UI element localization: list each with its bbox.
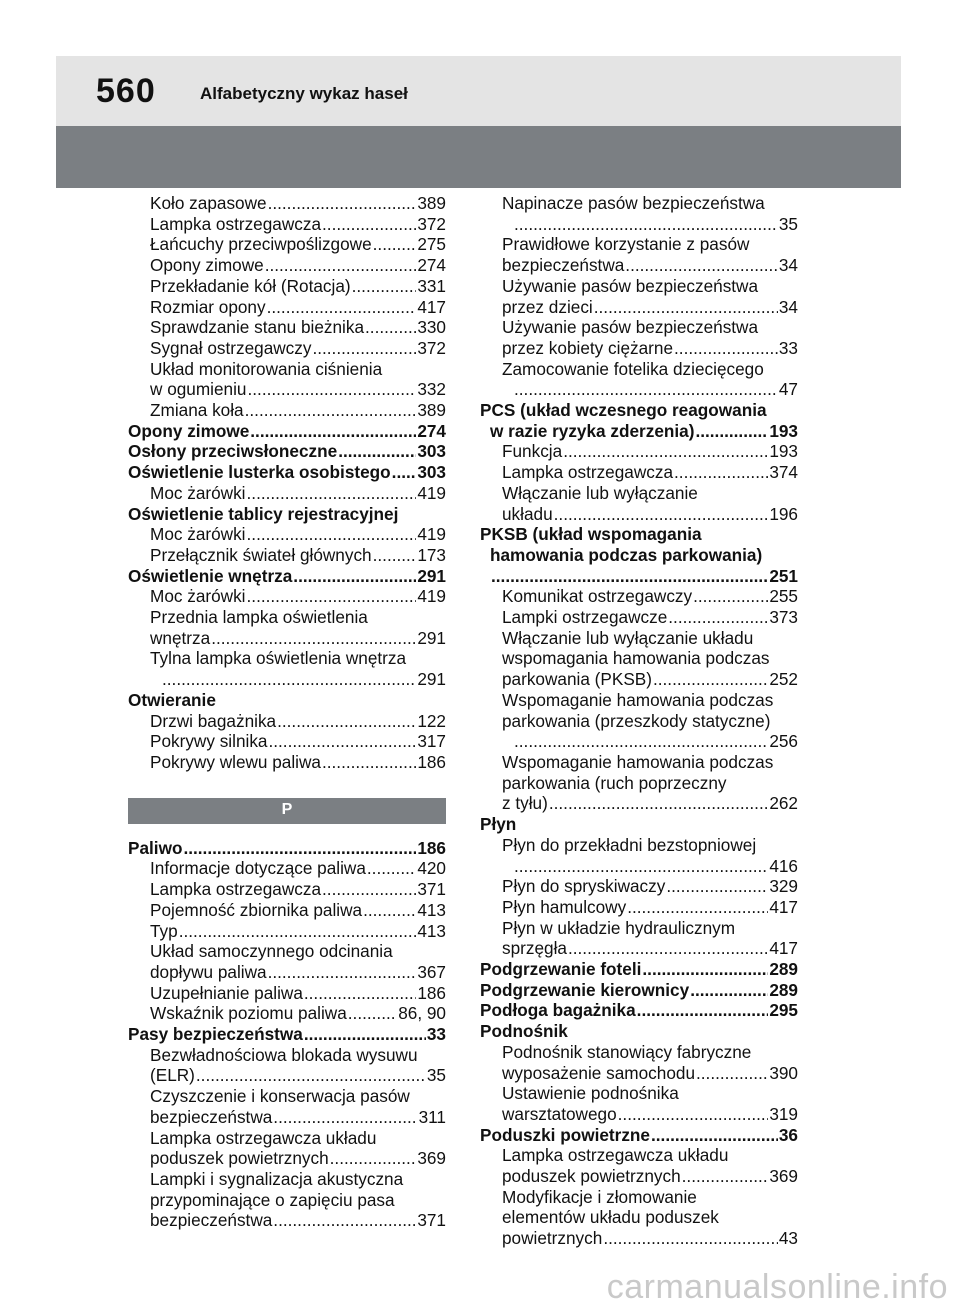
index-entry-line: Lampka ostrzegawcza układu xyxy=(150,1127,377,1148)
index-heading: Osłony przeciwsłoneczne ..... 303 xyxy=(128,441,446,462)
index-entry: Informacje dotyczące paliwa ..... 420 xyxy=(128,858,446,879)
index-entry: Opony zimowe ..... 274 xyxy=(128,255,446,276)
index-entry: (ELR) ..... 35 xyxy=(128,1065,446,1086)
index-entry-line: Włączanie lub wyłączanie xyxy=(502,482,698,503)
index-entry-line: elementów układu poduszek xyxy=(502,1207,719,1228)
index-entry: Płyn hamulcowy ..... 417 xyxy=(480,897,798,918)
index-entry: Moc żarówki ..... 419 xyxy=(128,524,446,545)
index-entry: powietrznych ..... 43 xyxy=(480,1228,798,1249)
index-entry: dopływu paliwa ..... 367 xyxy=(128,962,446,983)
watermark: carmanualsonline.info xyxy=(606,1268,948,1306)
index-entry: Lampka ostrzegawcza ..... 371 xyxy=(128,879,446,900)
index-entry: Funkcja ..... 193 xyxy=(480,441,798,462)
index-entry-line: Płyn do przekładni bezstopniowej xyxy=(502,834,757,855)
index-entry-line: parkowania (przeszkody statyczne) xyxy=(502,710,771,731)
index-entry: ..... 47 xyxy=(480,379,798,400)
index-entry: Lampka ostrzegawcza ..... 374 xyxy=(480,462,798,483)
index-entry-line: przypominające o zapięciu pasa xyxy=(150,1189,395,1210)
index-entry: parkowania (PKSB) ..... 252 xyxy=(480,669,798,690)
index-entry: Płyn do spryskiwaczy ..... 329 xyxy=(480,876,798,897)
index-entry-line: Prawidłowe korzystanie z pasów xyxy=(502,234,750,255)
index-entry: Sprawdzanie stanu bieżnika ..... 330 xyxy=(128,317,446,338)
index-entry: ..... 416 xyxy=(480,856,798,877)
index-entry: poduszek powietrznych ..... 369 xyxy=(480,1166,798,1187)
index-heading: Oświetlenie wnętrza ..... 291 xyxy=(128,566,446,587)
index-heading: Pasy bezpieczeństwa ..... 33 xyxy=(128,1024,446,1045)
index-entry: Przekładanie kół (Rotacja) ..... 331 xyxy=(128,276,446,297)
index-entry: Koło zapasowe ..... 389 xyxy=(128,193,446,214)
index-entry-line: Układ monitorowania ciśnienia xyxy=(150,358,383,379)
index-entry: Przełącznik świateł głównych ..... 173 xyxy=(128,545,446,566)
index-entry: Pojemność zbiornika paliwa ..... 413 xyxy=(128,900,446,921)
index-entry: poduszek powietrznych ..... 369 xyxy=(128,1148,446,1169)
index-entry-line: Podnośnik stanowiący fabryczne xyxy=(502,1041,752,1062)
index-entry: warsztatowego ..... 319 xyxy=(480,1104,798,1125)
index-entry: ..... 256 xyxy=(480,731,798,752)
index-entry-line: wspomagania hamowania podczas xyxy=(502,648,770,669)
index-entry-line: Napinacze pasów bezpieczeństwa xyxy=(502,193,765,213)
index-entry-line: Bezwładnościowa blokada wysuwu xyxy=(150,1044,418,1065)
index-entry: bezpieczeństwa ..... 311 xyxy=(128,1107,446,1128)
index-column-right xyxy=(480,193,798,1249)
index-entry-line: Zamocowanie fotelika dziecięcego xyxy=(502,358,764,379)
index-entry: Drzwi bagażnika ..... 122 xyxy=(128,711,446,732)
index-entry: z tyłu) ..... 262 xyxy=(480,793,798,814)
index-entry: bezpieczeństwa ..... 34 xyxy=(480,255,798,276)
index-entry: Uzupełnianie paliwa ..... 186 xyxy=(128,983,446,1004)
index-entry: sprzęgła ..... 417 xyxy=(480,938,798,959)
page-title: Alfabetyczny wykaz haseł xyxy=(200,84,408,103)
index-heading: Poduszki powietrzne ..... 36 xyxy=(480,1125,798,1146)
index-entry-line: parkowania (ruch poprzeczny xyxy=(502,772,727,793)
index-entry: Pokrywy wlewu paliwa ..... 186 xyxy=(128,752,446,773)
index-heading: hamowania podczas parkowania) xyxy=(490,544,763,565)
index-entry-line: Lampki i sygnalizacja akustyczna xyxy=(150,1168,404,1189)
index-entry-line: Ustawienie podnośnika xyxy=(502,1083,679,1104)
index-entry: Typ ..... 413 xyxy=(128,921,446,942)
index-entry-line: Włączanie lub wyłączanie układu xyxy=(502,627,754,648)
index-entry-line: Przednia lampka oświetlenia xyxy=(150,607,368,628)
index-entry: ..... 291 xyxy=(128,669,446,690)
index-entry-line: Czyszczenie i konserwacja pasów xyxy=(150,1086,410,1107)
index-entry: Sygnał ostrzegawczy ..... 372 xyxy=(128,338,446,359)
index-heading: Podłoga bagażnika ..... 295 xyxy=(480,1000,798,1021)
index-entry: w ogumieniu ..... 332 xyxy=(128,379,446,400)
index-entry: Moc żarówki ..... 419 xyxy=(128,483,446,504)
index-entry: przez dzieci ..... 34 xyxy=(480,297,798,318)
index-entry-line: Układ samoczynnego odcinania xyxy=(150,941,393,962)
index-heading: Oświetlenie tablicy rejestracyjnej xyxy=(128,503,399,524)
index-entry: wnętrza ..... 291 xyxy=(128,628,446,649)
index-heading: Opony zimowe ..... 274 xyxy=(128,421,446,442)
index-entry: bezpieczeństwa ..... 371 xyxy=(128,1210,446,1231)
index-entry: Komunikat ostrzegawczy ..... 255 xyxy=(480,586,798,607)
index-entry: Wskaźnik poziomu paliwa ..... 86, 90 xyxy=(128,1003,446,1024)
index-heading: Płyn xyxy=(480,814,517,835)
index-heading: PKSB (układ wspomagania xyxy=(480,524,702,545)
index-entry-line: Tylna lampka oświetlenia wnętrza xyxy=(150,648,407,669)
index-entry: Pokrywy silnika ..... 317 xyxy=(128,731,446,752)
index-heading: Otwieranie xyxy=(128,689,216,710)
index-heading: w razie ryzyka zderzenia) ..... 193 xyxy=(480,421,798,442)
index-entry: Lampki ostrzegawcze ..... 373 xyxy=(480,607,798,628)
header-band xyxy=(56,126,901,188)
index-heading: Oświetlenie lusterka osobistego ..... 303 xyxy=(128,462,446,483)
index-heading: PCS (układ wczesnego reagowania xyxy=(480,400,767,421)
index-entry: układu ..... 196 xyxy=(480,504,798,525)
index-entry-line: Używanie pasów bezpieczeństwa xyxy=(502,275,759,296)
section-letter-band: P xyxy=(128,798,446,824)
index-entry-line: Używanie pasów bezpieczeństwa xyxy=(502,317,759,338)
index-entry-line: Modyfikacje i złomowanie xyxy=(502,1186,697,1207)
index-entry-line: Wspomaganie hamowania podczas xyxy=(502,751,774,772)
page-number: 560 xyxy=(96,72,156,110)
index-entry-line: Lampka ostrzegawcza układu xyxy=(502,1145,729,1166)
index-entry: Zmiana koła ..... 389 xyxy=(128,400,446,421)
index-entry: Rozmiar opony ..... 417 xyxy=(128,297,446,318)
index-heading: Podgrzewanie kierownicy ..... 289 xyxy=(480,980,798,1001)
index-entry-line: Płyn w układzie hydraulicznym xyxy=(502,917,736,938)
index-heading: ..... 251 xyxy=(480,566,798,587)
index-entry: wyposażenie samochodu ..... 390 xyxy=(480,1063,798,1084)
index-entry-line: Wspomaganie hamowania podczas xyxy=(502,689,774,710)
index-entry: ..... 35 xyxy=(480,214,798,235)
index-heading: Paliwo ..... 186 xyxy=(128,838,446,859)
index-entry: Łańcuchy przeciwpoślizgowe ..... 275 xyxy=(128,234,446,255)
index-entry: przez kobiety ciężarne ..... 33 xyxy=(480,338,798,359)
index-column-left xyxy=(128,193,446,1231)
index-entry: Lampka ostrzegawcza ..... 372 xyxy=(128,214,446,235)
index-heading: Podnośnik xyxy=(480,1021,568,1042)
index-entry: Moc żarówki ..... 419 xyxy=(128,586,446,607)
index-heading: Podgrzewanie foteli ..... 289 xyxy=(480,959,798,980)
header-top-bar xyxy=(56,56,901,126)
